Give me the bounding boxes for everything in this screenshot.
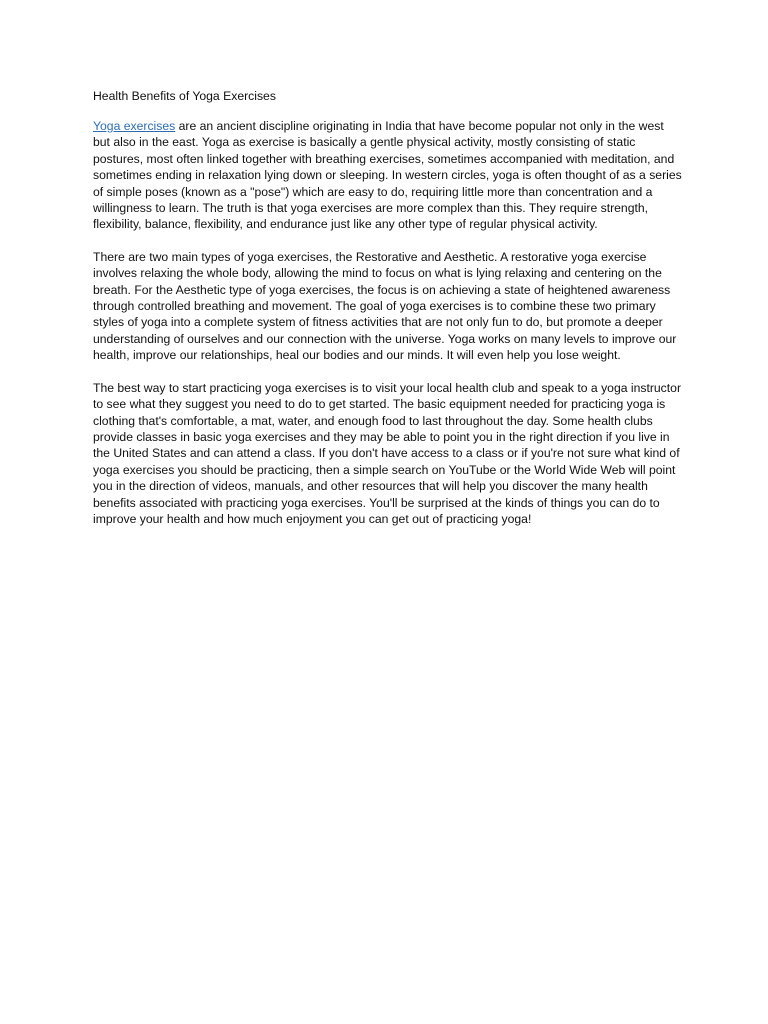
- paragraph-intro: [93, 118, 683, 233]
- paragraph-types: There are two main types of yoga exercises, the Restorative and Aesthetic. A restorative yoga exercise involves relaxing the whole body, allowing the mind to focus on what is lying relaxing and centering on the breath. For the Aesthetic type of yoga exercises, the focus is on achieving a state of heightened awareness through controlled breathing and movement. The goal of yoga exercises is to combine these two primary styles of yoga into a complete system of fitness activities that are not only fun to do, but promote a deeper understanding of ourselves and our connection with the universe. Yoga works on many levels to improve our health, improve our relationships, heal our bodies and our minds. It will even help you lose weight.: [93, 249, 677, 363]
- paragraph-intro-text: are an ancient discipline originating in India that have become popular not only in the west but also in the east. Yoga as exercise is basically a gentle physical activity, mostly consisting of static postures, most often linked together with breathing exercises, sometimes accompanied with meditation, and sometimes ending in relaxation lying down or sleeping. In western circles, yoga is often thought of as a series of simple poses (known as a "pose") which are easy to do, requiring little more than concentration and a willingness to learn. The truth is that yoga exercises are more complex than this. They require strength, flexibility, balance, flexibility, and endurance just like any other type of regular physical activity.: [93, 119, 682, 232]
- document-title: Health Benefits of Yoga Exercises: [93, 89, 276, 103]
- document-page: [93, 88, 683, 543]
- yoga-exercises-link[interactable]: Yoga exercises: [93, 119, 176, 133]
- paragraph-getting-started: The best way to start practicing yoga exercises is to visit your local health club and speak to a yoga instructor to see what they suggest you need to do to get started. The basic equipment needed for practicing yoga is clothing that's comfortable, a mat, water, and enough food to last throughout the day. Some health clubs provide classes in basic yoga exercises and they may be able to point you in the right direction if you live in the United States and can attend a class. If you don't have access to a class or if you're not sure what kind of yoga exercises you should be practicing, then a simple search on YouTube or the World Wide Web will point you in the direction of videos, manuals, and other resources that will help you discover the many health benefits associated with practicing yoga exercises. You'll be surprised at the kinds of things you can do to improve your health and how much enjoyment you can get out of practicing yoga!: [93, 380, 681, 526]
